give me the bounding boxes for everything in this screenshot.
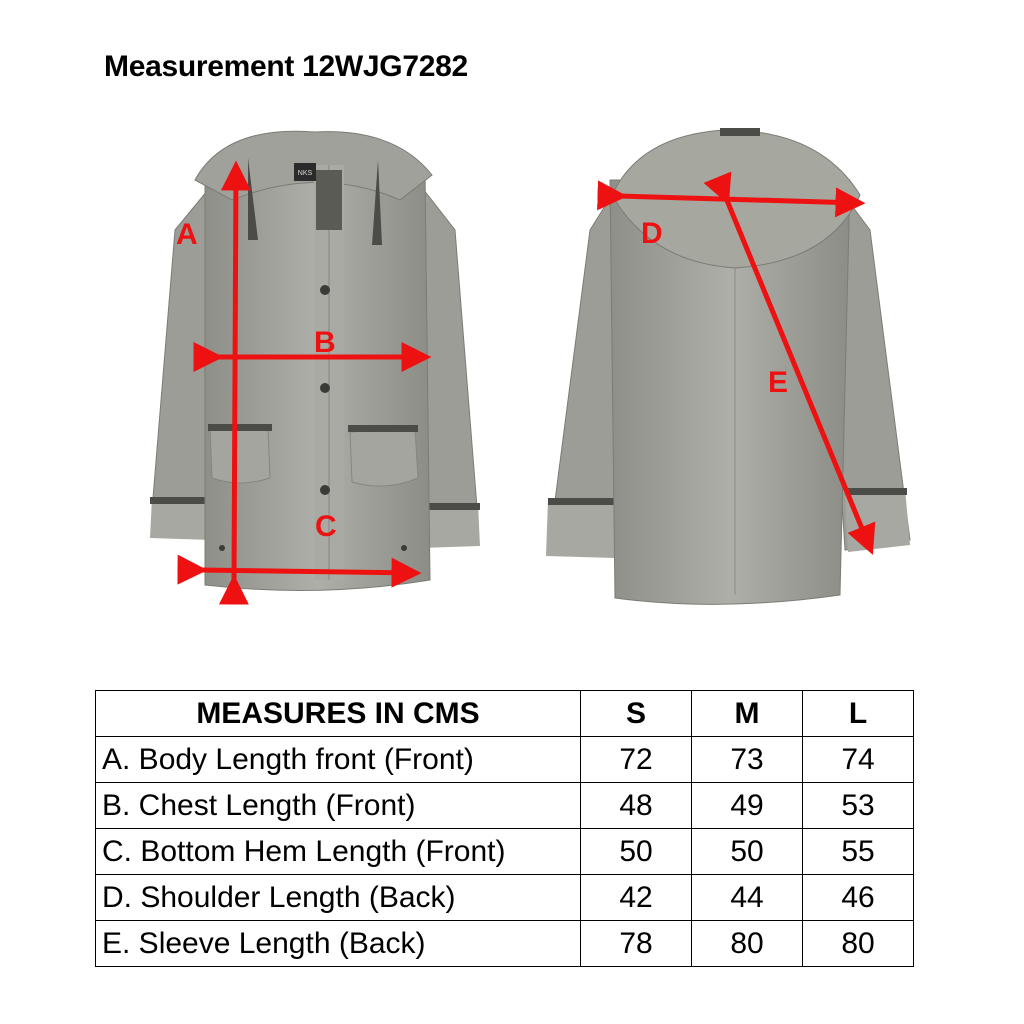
cell-value: 48: [581, 783, 692, 829]
table-header-row: [96, 691, 914, 737]
row-label: A. Body Length front (Front): [96, 737, 581, 783]
arrow-a: [234, 168, 236, 582]
cell-value: 42: [581, 875, 692, 921]
arrow-c: [200, 570, 414, 573]
cell-value: 73: [692, 737, 803, 783]
column-header-size: M: [692, 691, 803, 737]
row-label: E. Sleeve Length (Back): [96, 921, 581, 967]
cell-value: 53: [803, 783, 914, 829]
cell-value: 49: [692, 783, 803, 829]
cell-value: 50: [581, 829, 692, 875]
page-title: Measurement 12WJG7282: [104, 50, 468, 83]
table-row: [96, 921, 914, 967]
cell-value: 80: [803, 921, 914, 967]
cell-value: 55: [803, 829, 914, 875]
brand-tag: NKS: [297, 170, 313, 177]
column-header-label: MEASURES IN CMS: [96, 691, 581, 737]
row-label: B. Chest Length (Front): [96, 783, 581, 829]
cell-value: 72: [581, 737, 692, 783]
cell-value: 80: [692, 921, 803, 967]
row-label: C. Bottom Hem Length (Front): [96, 829, 581, 875]
table-row: [96, 829, 914, 875]
marker-e: E: [768, 366, 789, 399]
marker-c: C: [315, 510, 337, 543]
marker-b: B: [314, 326, 336, 359]
table-row: [96, 783, 914, 829]
cell-value: 44: [692, 875, 803, 921]
cell-value: 74: [803, 737, 914, 783]
cell-value: 50: [692, 829, 803, 875]
marker-a: A: [176, 218, 198, 251]
column-header-size: S: [581, 691, 692, 737]
cell-value: 78: [581, 921, 692, 967]
table-row: [96, 737, 914, 783]
marker-d: D: [641, 217, 663, 250]
column-header-size: L: [803, 691, 914, 737]
cell-value: 46: [803, 875, 914, 921]
table-row: [96, 875, 914, 921]
row-label: D. Shoulder Length (Back): [96, 875, 581, 921]
size-table: [95, 690, 914, 967]
